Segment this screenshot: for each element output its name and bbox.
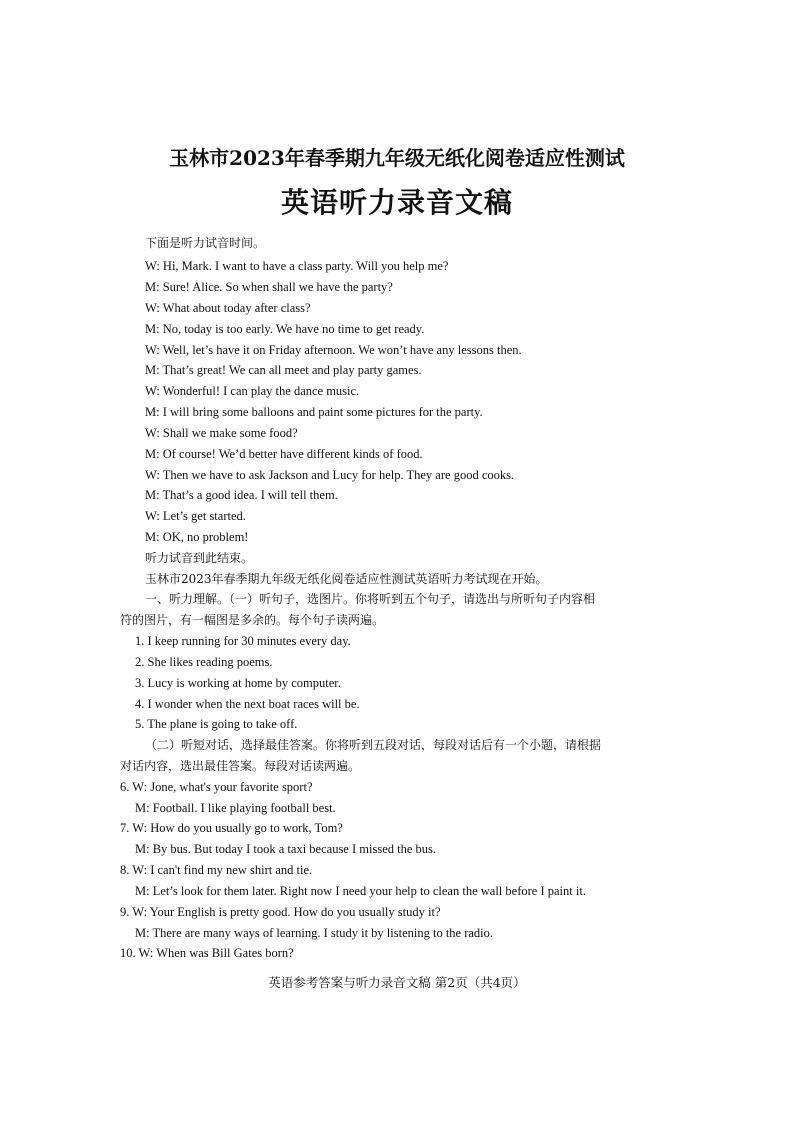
text-line: W: Wonderful! I can play the dance music. <box>145 384 360 398</box>
document-subtitle: 英语听力录音文稿 <box>280 186 513 219</box>
text-line: 3. Lucy is working at home by computer. <box>135 676 341 690</box>
text-line: 听力试音到此结束。 <box>145 551 254 565</box>
text-line: M: Sure! Alice. So when shall we have the party? <box>145 280 393 294</box>
text-line: M: That’s a good idea. I will tell them. <box>145 488 338 502</box>
text-line: 对话内容，选出最佳答案。每段对话读两遍。 <box>120 759 361 773</box>
text-line: M: By bus. But today I took a taxi because I missed the bus. <box>135 842 437 856</box>
text-line: M: No, today is too early. We have no time to get ready. <box>145 322 425 336</box>
text-line: 10. W: When was Bill Gates born? <box>120 946 294 960</box>
text-line: 符的图片，有一幅图是多余的。每个句子读两遍。 <box>120 613 385 627</box>
text-line: M: I will bring some balloons and paint some pictures for the party. <box>145 405 483 419</box>
text-line: 2. She likes reading poems. <box>135 655 273 669</box>
text-line: W: Let’s get started. <box>145 509 246 523</box>
text-line: 1. I keep running for 30 minutes every day. <box>135 634 351 648</box>
text-line: 一、听力理解。（一）听句子，选图片。你将听到五个句子，请选出与所听句子内容相 <box>145 592 596 606</box>
text-line: 6. W: Jone, what's your favorite sport? <box>120 780 313 794</box>
page-footer: 英语参考答案与听力录音文稿 第2页（共4页） <box>268 975 526 990</box>
document-title: 玉林市2023年春季期九年级无纸化阅卷适应性测试 <box>169 146 625 170</box>
text-line: M: There are many ways of learning. I study it by listening to the radio. <box>135 926 494 940</box>
text-line: W: What about today after class? <box>145 301 311 315</box>
text-line: W: Shall we make some food? <box>145 426 298 440</box>
text-line: 下面是听力试音时间。 <box>145 236 266 250</box>
text-line: M: OK, no problem! <box>145 530 249 544</box>
text-line: 9. W: Your English is pretty good. How do you usually study it? <box>120 905 441 919</box>
text-line: 5. The plane is going to take off. <box>135 717 298 731</box>
text-line: 7. W: How do you usually go to work, Tom? <box>120 821 343 835</box>
text-line: （二）听短对话，选择最佳答案。你将听到五段对话，每段对话后有一个小题，请根据 <box>145 738 602 752</box>
text-line: 8. W: I can't find my new shirt and tie. <box>120 863 313 877</box>
text-line: W: Then we have to ask Jackson and Lucy for help. They are good cooks. <box>145 468 515 482</box>
text-line: W: Hi, Mark. I want to have a class party. Will you help me? <box>145 259 449 273</box>
text-line: W: Well, let’s have it on Friday afternoon. We won’t have any lessons then. <box>145 343 522 357</box>
text-line: 玉林市2023年春季期九年级无纸化阅卷适应性测试英语听力考试现在开始。 <box>145 572 548 586</box>
text-line: M: Let’s look for them later. Right now I need your help to clean the wall before I paint it. <box>135 884 586 898</box>
text-line: M: Of course! We’d better have different kinds of food. <box>145 447 423 461</box>
text-line: M: Football. I like playing football best. <box>135 801 336 815</box>
text-line: M: That’s great! We can all meet and play party games. <box>145 363 422 377</box>
text-line: 4. I wonder when the next boat races will be. <box>135 697 360 711</box>
